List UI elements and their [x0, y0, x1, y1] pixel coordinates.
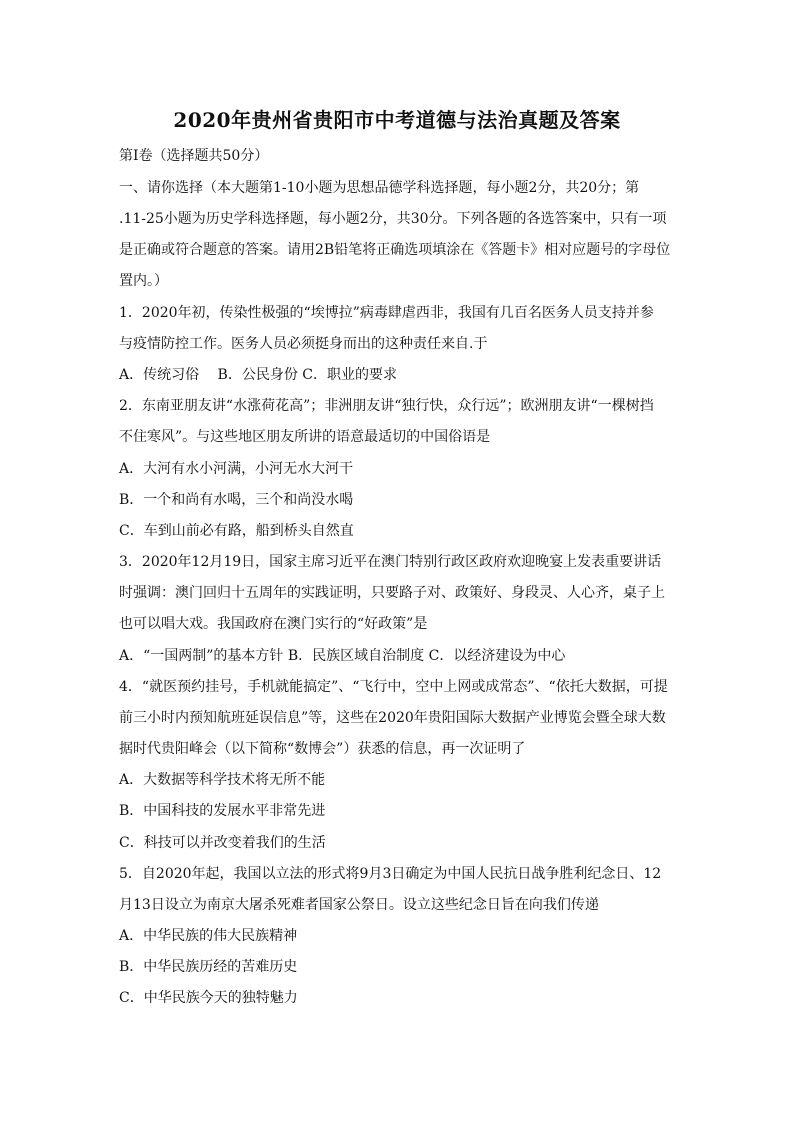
question-5-line-2: 月13日设立为南京大屠杀死难者国家公祭日。设立这些纪念日旨在向我们传递 [119, 897, 599, 913]
question-2-line-1: 2．东南亚朋友讲“水涨荷花高”；非洲朋友讲“独行快，众行远”；欧洲朋友讲“一棵树挡 [119, 398, 654, 414]
question-4-option-a: A．大数据等科学技术将无所不能 [119, 772, 326, 788]
question-5-option-b: B．中华民族历经的苦难历史 [119, 959, 298, 975]
question-4-line-3: 据时代贵阳峰会（以下简称“数博会”）获悉的信息，再一次证明了 [119, 741, 526, 757]
question-2-option-a: A．大河有水小河满，小河无水大河干 [119, 461, 354, 477]
question-4-option-b: B．中国科技的发展水平非常先进 [119, 803, 326, 819]
question-2-line-2: 不住寒风”。与这些地区朋友所讲的语意最适切的中国俗语是 [119, 429, 491, 445]
question-4-line-2: 前三小时内预知航班延误信息”等，这些在2020年贵阳国际大数据产业博览会暨全球大数 [119, 710, 666, 726]
question-3-line-2: 时强调：澳门回归十五周年的实践证明，只要路子对、政策好、身段灵、人心齐，桌子上 [119, 585, 665, 601]
instructions-line-4: 置内。） [119, 273, 168, 289]
question-3-line-3: 也可以唱大戏。我国政府在澳门实行的“好政策”是 [119, 616, 428, 632]
document-title: 2020年贵州省贵阳市中考道德与法治真题及答案 [173, 108, 621, 132]
question-5-option-c: C．中华民族今天的独特魅力 [119, 990, 298, 1006]
instructions-line-3: 是正确或符合题意的答案。请用2B铅笔将正确选项填涂在《答题卡》相对应题号的字母位 [119, 242, 671, 258]
question-4-line-1: 4．“就医预约挂号，手机就能搞定”、“飞行中，空中上网或成常态”、“依托大数据，可提 [119, 679, 668, 695]
question-5-option-a: A．中华民族的伟大民族精神 [119, 928, 298, 944]
section-header: 第Ⅰ卷（选择题共50分） [119, 148, 269, 164]
question-2-option-c: C．车到山前必有路，船到桥头自然直 [119, 523, 354, 539]
question-2-option-b: B．一个和尚有水喝，三个和尚没水喝 [119, 492, 354, 508]
question-3-line-1: 3．2020年12月19日，国家主席习近平在澳门特别行政区政府欢迎晚宴上发表重要讲话 [119, 554, 662, 570]
instructions-line-1: 一、请你选择（本大题第1-10小题为思想品德学科选择题，每小题2分，共20分；第 [119, 180, 640, 196]
question-3-options: A．“一国两制”的基本方针 B．民族区域自治制度 C．以经济建设为中心 [119, 648, 566, 664]
question-1-options: A．传统习俗 B．公民身份 C．职业的要求 [119, 367, 398, 383]
question-4-option-c: C．科技可以并改变着我们的生活 [119, 835, 326, 851]
question-1-line-2: 与疫情防控工作。医务人员必须挺身而出的这种责任来自.于 [119, 336, 488, 352]
question-1-line-1: 1．2020年初，传染性极强的“埃博拉”病毒肆虐西非，我国有几百名医务人员支持并参 [119, 305, 654, 321]
instructions-line-2: .11-25小题为历史学科选择题，每小题2分，共30分。下列各题的各选答案中，只有一项 [119, 211, 667, 227]
question-5-line-1: 5．自2020年起，我国以立法的形式将9月3日确定为中国人民抗日战争胜利纪念日、12 [119, 866, 662, 882]
